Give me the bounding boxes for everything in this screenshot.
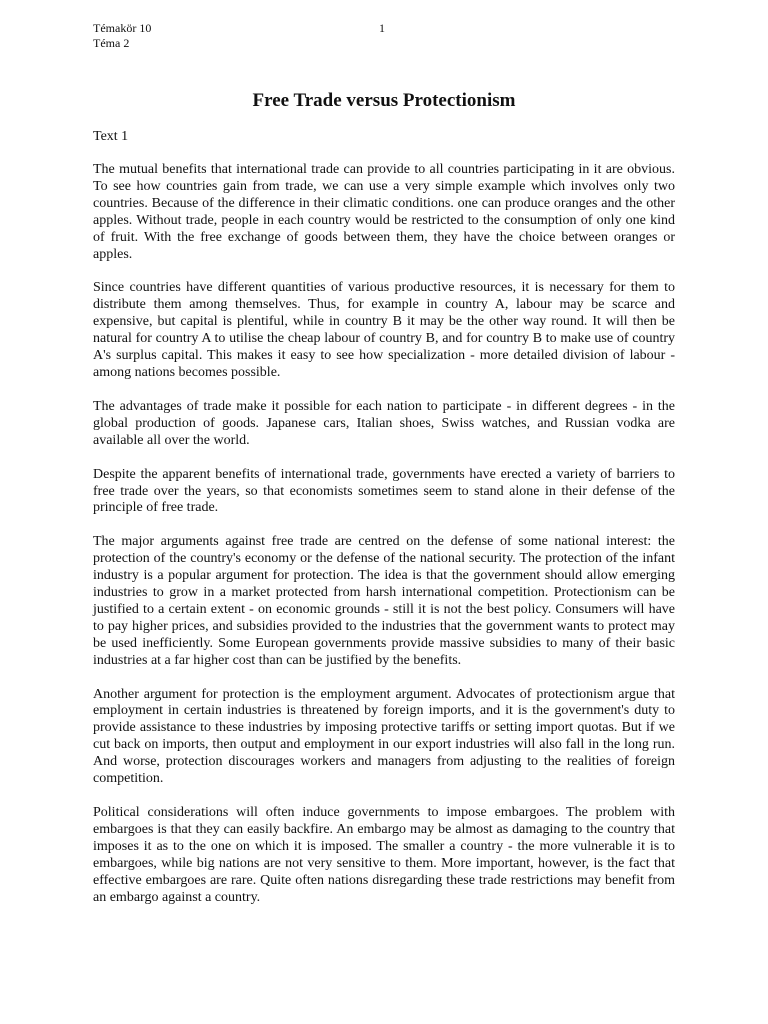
paragraph-5: The major arguments against free trade are centred on the defense of some national interest: the protection of the country's economy or the defense of the national security. The protection of the infant industry is a popular argument for protection. The idea is that the government should allow emerging industries to grow in a market protected from harsh international competition. Protectionism can be justified to a certain extent - on economic grounds - still it is not the best policy. Consumers will have to pay higher prices, and subsidies provided to the industries that the government wants to protect may be used inefficiently. Some European governments provide massive subsidies to many of their basic industries at a far higher cost than can be justified by the benefits. [93,534,675,668]
running-header [93,21,151,51]
paragraph-3: The advantages of trade make it possible for each nation to participate - in different degrees - in the global production of goods. Japanese cars, Italian shoes, Swiss watches, and Russian vodka are available all over the world. [93,398,675,448]
paragraph-7: Political considerations will often induce governments to impose embargoes. The problem with embargoes is that they can easily backfire. An embargo may be almost as damaging to the country that imposes it as to the one on which it is imposed. The smaller a country - the more vulnerable it is to embargoes, while big nations are not very sensitive to them. More important, however, is the fact that effective embargoes are rare. Quite often nations disregarding these trade restrictions may benefit from an embargo against a country. [93,805,675,905]
paragraph-6: Another argument for protection is the employment argument. Advocates of protectionism argue that employment in certain industries is threatened by foreign imports, and it is the government's duty to provide assistance to these industries by imposing protective tariffs or setting import quotas. But if we cut back on imports, then output and employment in our export industries will also fall in the long run. And worse, protection discourages workers and managers from adjusting to the realities of foreign competition. [93,686,675,787]
document-title: Free Trade versus Protectionism [252,90,516,111]
header-topic-line: Témakör 10 [93,21,152,35]
paragraph-1: The mutual benefits that international trade can provide to all countries participating in it are obvious. To see how countries gain from trade, we can use a very simple example which involves only two countries. Because of the difference in their climatic conditions. one can produce oranges and the other apples. Without trade, people in each country would be restricted to the consumption of only one kind of fruit. With the free exchange of goods between them, they have the choice between oranges or apples. [93,162,675,262]
page-number: 1 [379,21,385,35]
paragraph-2: Since countries have different quantities of various productive resources, it is necessary for them to distribute them among themselves. Thus, for example in country A, labour may be scarce and expensive, but capital is plentiful, while in country B it may be the other way round. It will then be natural for country A to utilise the cheap labour of country B, and for country B to make use of country A's surplus capital. This makes it easy to see how specialization - more detailed division of labour - among nations becomes possible. [93,280,675,380]
document-body [93,128,675,923]
text-label: Text 1 [93,129,129,144]
header-theme-line: Téma 2 [93,36,130,50]
paragraph-4: Despite the apparent benefits of international trade, governments have erected a variety of barriers to free trade over the years, so that economists sometimes seem to stand alone in their defense of the principle of free trade. [93,466,675,516]
